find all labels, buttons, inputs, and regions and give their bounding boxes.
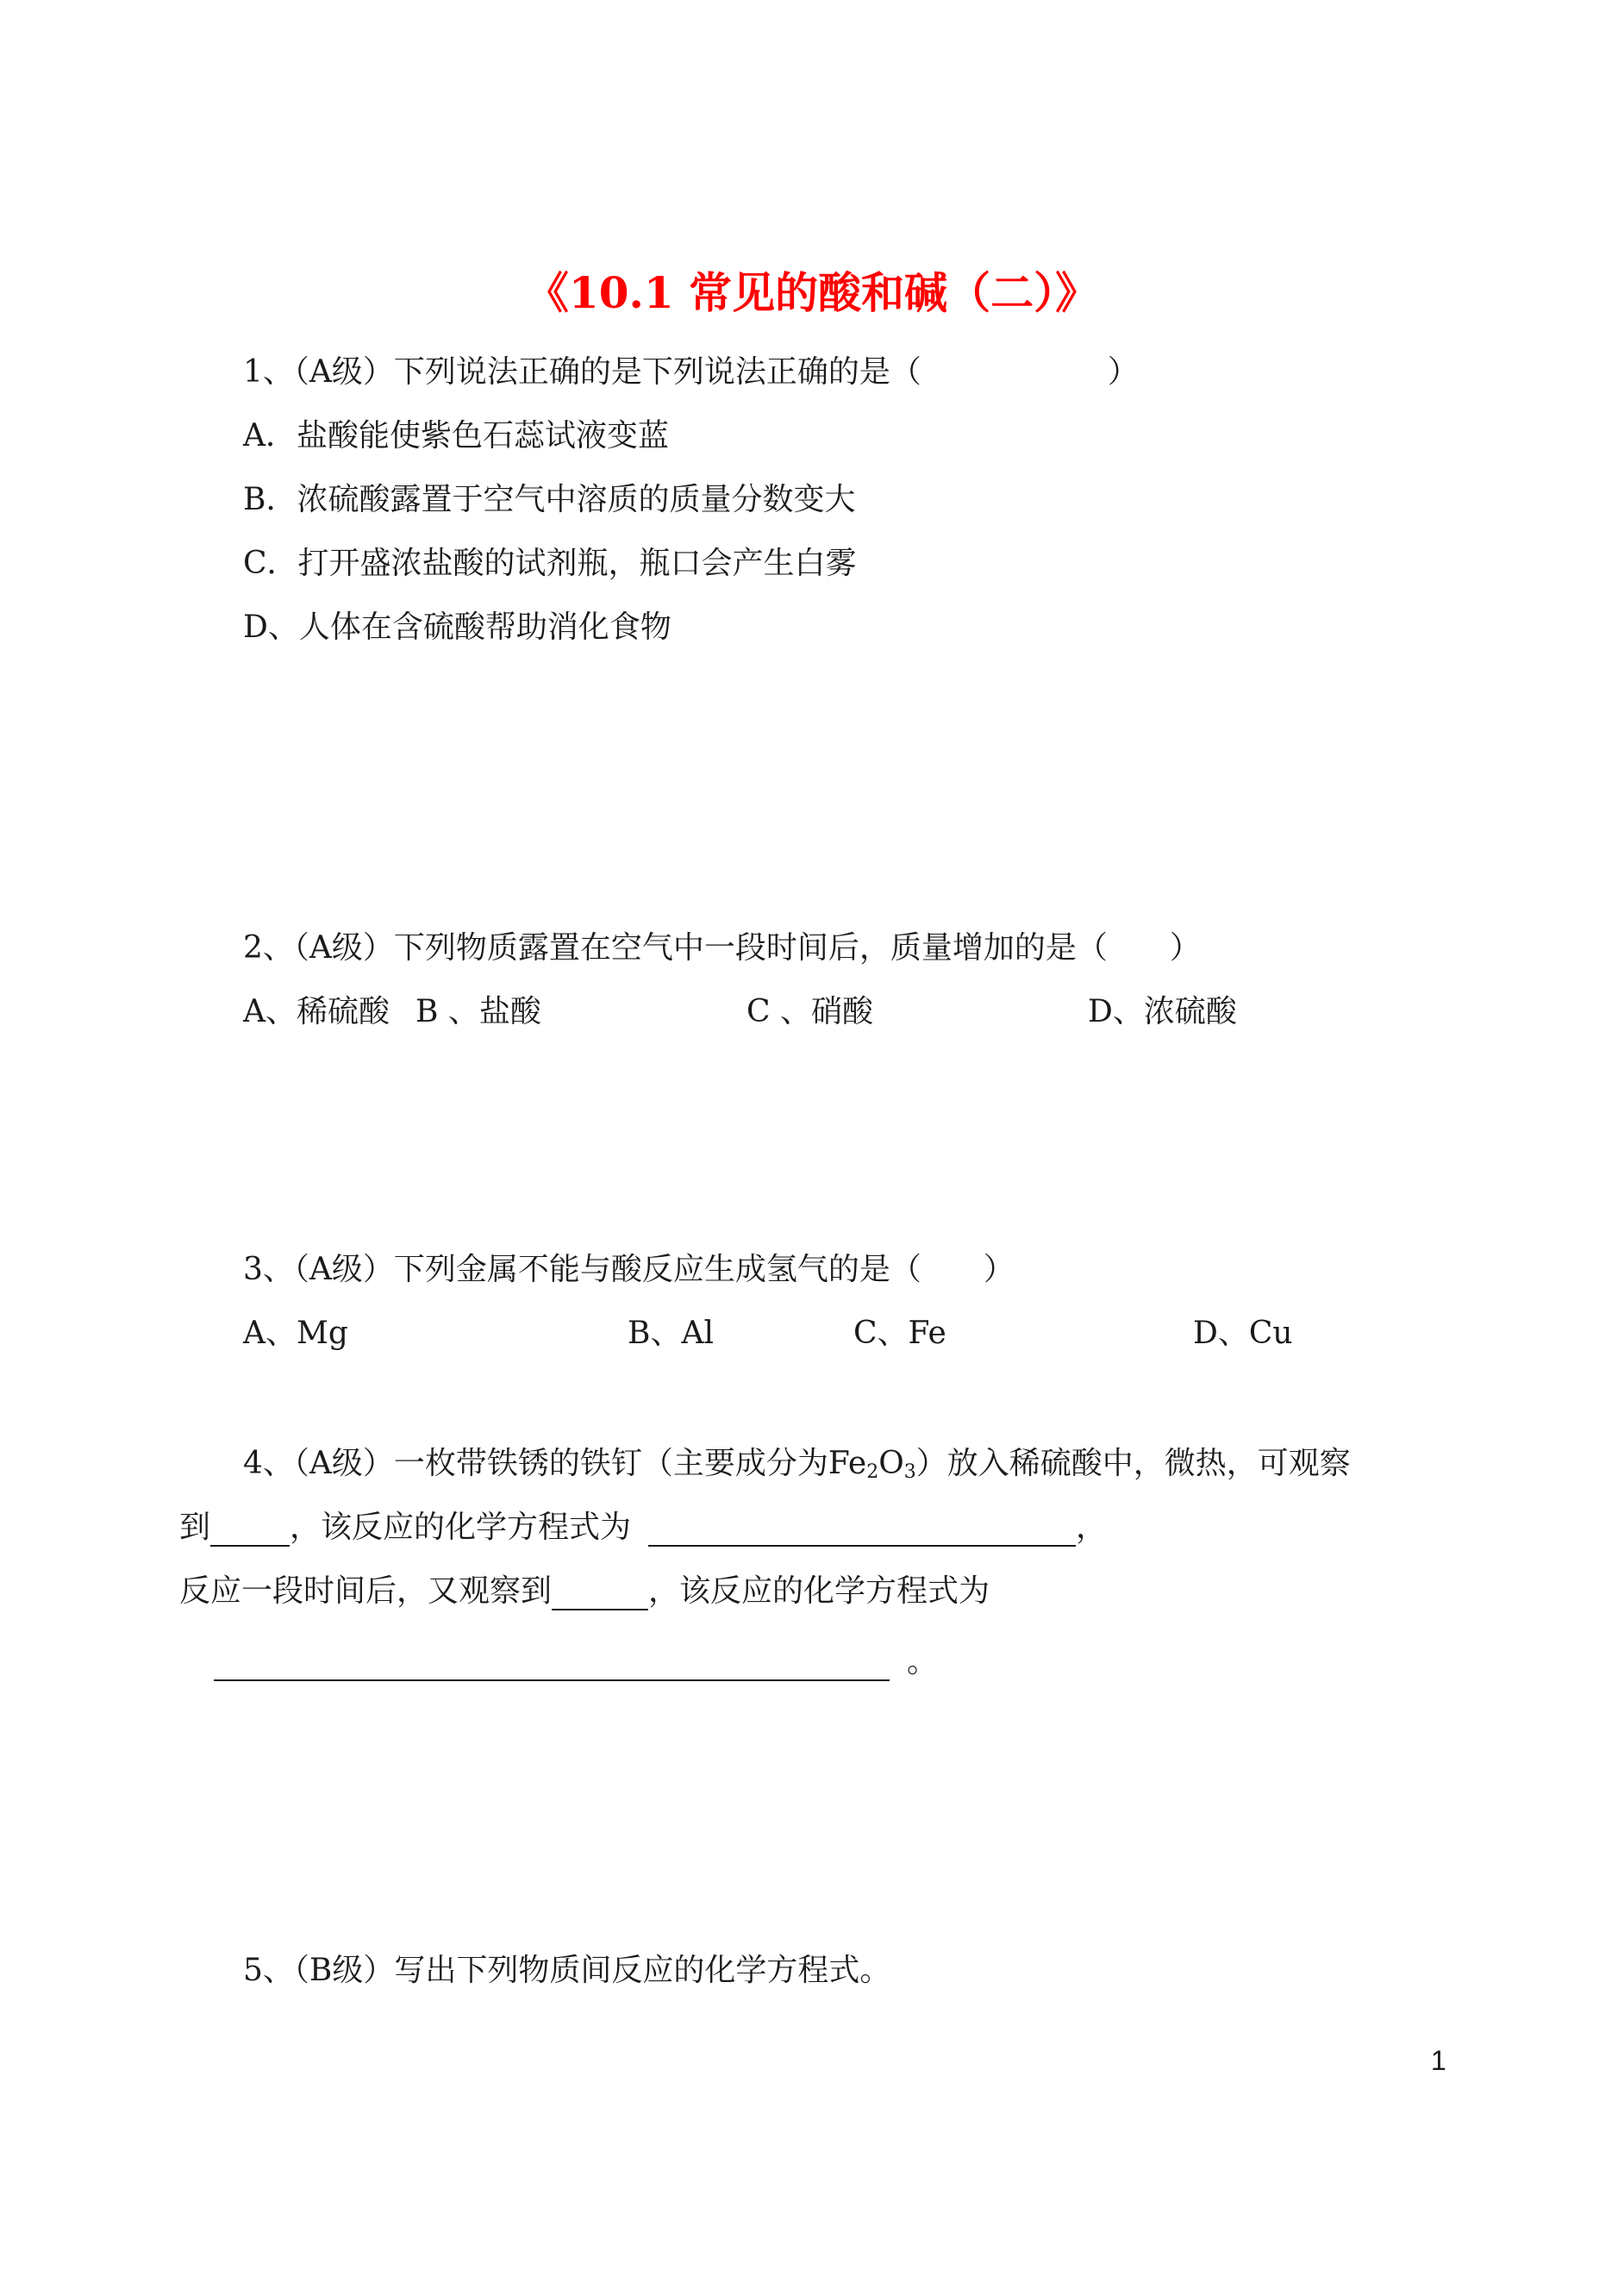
q2-stem: 2、（A级）下列物质露置在空气中一段时间后，质量增加的是（ ） <box>243 930 1201 966</box>
q4-stem-after: ）放入稀硫酸中，微热，可观察 <box>915 1446 1351 1481</box>
q2-option-a: A、稀硫酸 <box>243 994 390 1029</box>
q1-option-d: D、人体在含硫酸帮助消化食物 <box>243 610 671 645</box>
q3-option-a: A、Mg <box>243 1316 348 1351</box>
q4-line3-a: 反应一段时间后，又观察到 <box>179 1573 553 1609</box>
q4-blank-observe-2[interactable] <box>552 1579 648 1610</box>
q3-option-d: D、Cu <box>1193 1316 1293 1351</box>
q4-line2-b: ，该反应的化学方程式为 <box>290 1510 632 1545</box>
q4-blank-equation-2[interactable] <box>214 1650 890 1681</box>
q1-option-c: C．打开盛浓盐酸的试剂瓶，瓶口会产生白雾 <box>243 546 857 581</box>
q4-line2-c: ， <box>1076 1510 1108 1545</box>
q5-stem: 5、（B级）写出下列物质间反应的化学方程式。 <box>243 1953 891 1988</box>
q4-blank-equation-1[interactable] <box>648 1516 1076 1547</box>
q2-option-c: C 、硝酸 <box>746 994 873 1029</box>
q4-line2-a: 到 <box>179 1510 211 1545</box>
q4-stem <box>243 1445 1351 1491</box>
q4-sub-2: 2 <box>866 1461 879 1483</box>
q4-line-2 <box>179 1509 1107 1547</box>
q3-option-b: B、Al <box>628 1316 714 1351</box>
q1-option-a: A．盐酸能使紫色石蕊试液变蓝 <box>243 418 669 453</box>
q4-line-4 <box>214 1643 938 1681</box>
page-number: 1 <box>1431 2045 1446 2076</box>
q4-line-3 <box>179 1573 990 1610</box>
q4-line4-end: 。 <box>907 1644 939 1679</box>
q4-blank-observe-1[interactable] <box>210 1516 290 1547</box>
q4-sub-3: 3 <box>903 1461 916 1483</box>
q4-stem-o: O <box>878 1446 904 1481</box>
q2-option-d: D、浓硫酸 <box>1088 994 1237 1029</box>
q4-stem-before: 4、（A级）一枚带铁锈的铁钉（主要成分为Fe <box>243 1446 867 1481</box>
page-title: 《10.1 常见的酸和碱（二）》 <box>525 267 1099 318</box>
q1-stem: 1、（A级）下列说法正确的是下列说法正确的是（ ） <box>243 354 1139 390</box>
q3-option-c: C、Fe <box>853 1316 946 1351</box>
q1-option-b: B．浓硫酸露置于空气中溶质的质量分数变大 <box>243 482 856 517</box>
q4-line3-b: ，该反应的化学方程式为 <box>648 1573 990 1609</box>
q2-option-b: B 、盐酸 <box>415 994 541 1029</box>
q3-stem: 3、（A级）下列金属不能与酸反应生成氢气的是（ ） <box>243 1252 1015 1287</box>
